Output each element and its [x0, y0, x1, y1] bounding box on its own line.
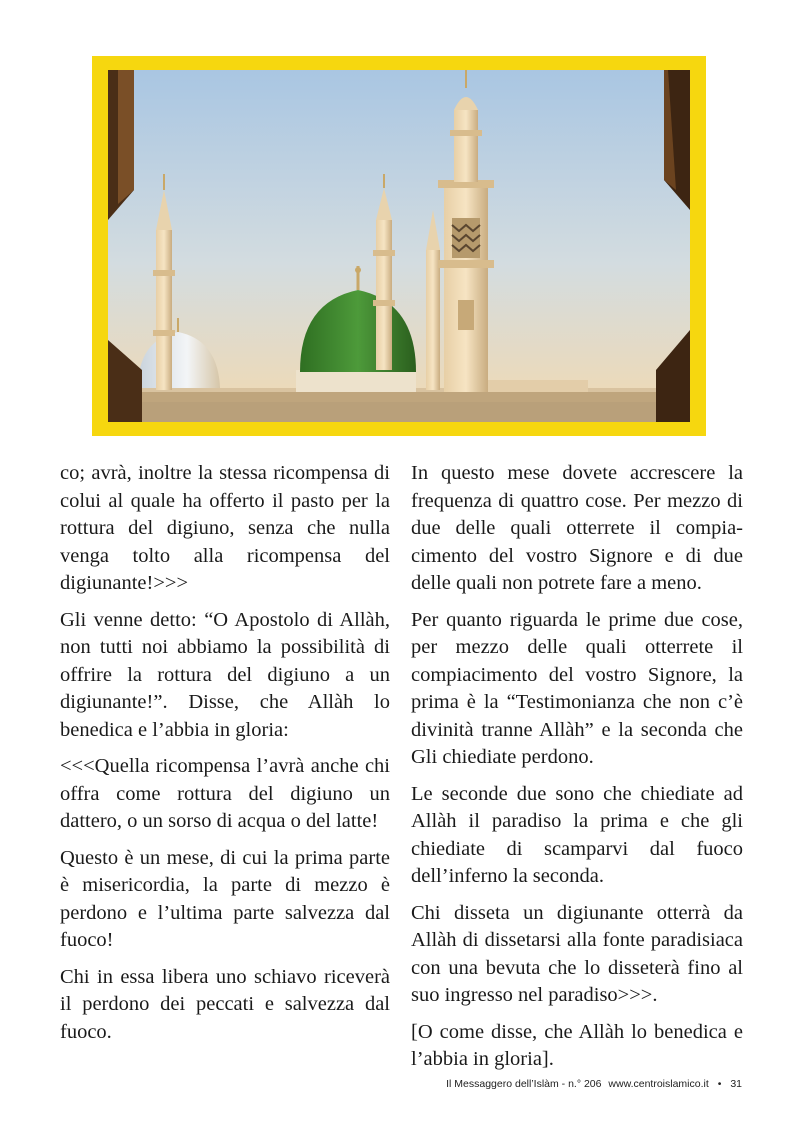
mosque-green-dome-image — [108, 70, 690, 422]
paragraph: Chi disseta un digiunante otterrà da Allàh di dissetarsi alla fonte paradisiaca con una bevuta che lo disseterà fino al suo ingresso nel paradiso>>>. — [411, 901, 743, 1006]
paragraph: Chi in essa libera uno schiavo riceverà il perdono dei peccati e salvezza dal fuoco. — [60, 965, 390, 1043]
paragraph: Questo è un mese, di cui la prima parte è misericordia, la parte di mezzo è perdono e l’ultima parte salvezza dal fuoco! — [60, 846, 390, 951]
paragraph: [O come disse, che Allàh lo benedica e l’abbia in gloria]. — [411, 1020, 743, 1070]
paragraph: Le seconde due sono che chiediate ad Allàh il paradiso la prima e che gli chiediate di scamparvi dal fuoco dell’inferno la seconda. — [411, 782, 743, 887]
page-footer — [446, 1078, 742, 1090]
page-number: 31 — [730, 1078, 742, 1090]
paragraph: In questo mese dovete accrescere la frequenza di quattro cose. Per mezzo di due delle quali otterrete il compiacimento del vostro Signore e di due delle quali non potrete fare a meno. — [411, 462, 743, 594]
footer-separator: • — [717, 1078, 722, 1090]
paragraph: <<<Quella ricompensa l’avrà anche chi offra come rottura del digiuno un dattero, o un sorso di acqua o del latte! — [60, 755, 390, 832]
paragraph: Gli venne detto: “O Apostolo di Allàh, non tutti noi abbiamo la possibilità di offrire la rottura del digiuno a un digiunante!”. Disse, che Allàh lo benedica e l’abbia in gloria: — [60, 608, 390, 741]
website-link[interactable]: www.centroislamico.it — [608, 1078, 709, 1090]
magazine-issue: Il Messaggero dell’Islàm - n.° 206 — [446, 1078, 602, 1090]
photo-frame — [92, 56, 706, 436]
paragraph: co; avrà, inoltre la stessa ricompensa di colui al quale ha offerto il pasto per la rottura del digiuno, senza che nulla venga tolto alla ricompensa del digiunante!>>> — [60, 462, 390, 594]
left-text-column — [60, 460, 390, 1055]
paragraph: Per quanto riguarda le prime due cose, per mezzo delle quali otterrete il compiacimento del vostro Signore, la prima è la “Testimonianza che non c’è divinità tranne Allàh” e la seconda che Gli chiediate perdono. — [411, 608, 743, 768]
right-text-column — [411, 460, 743, 1083]
